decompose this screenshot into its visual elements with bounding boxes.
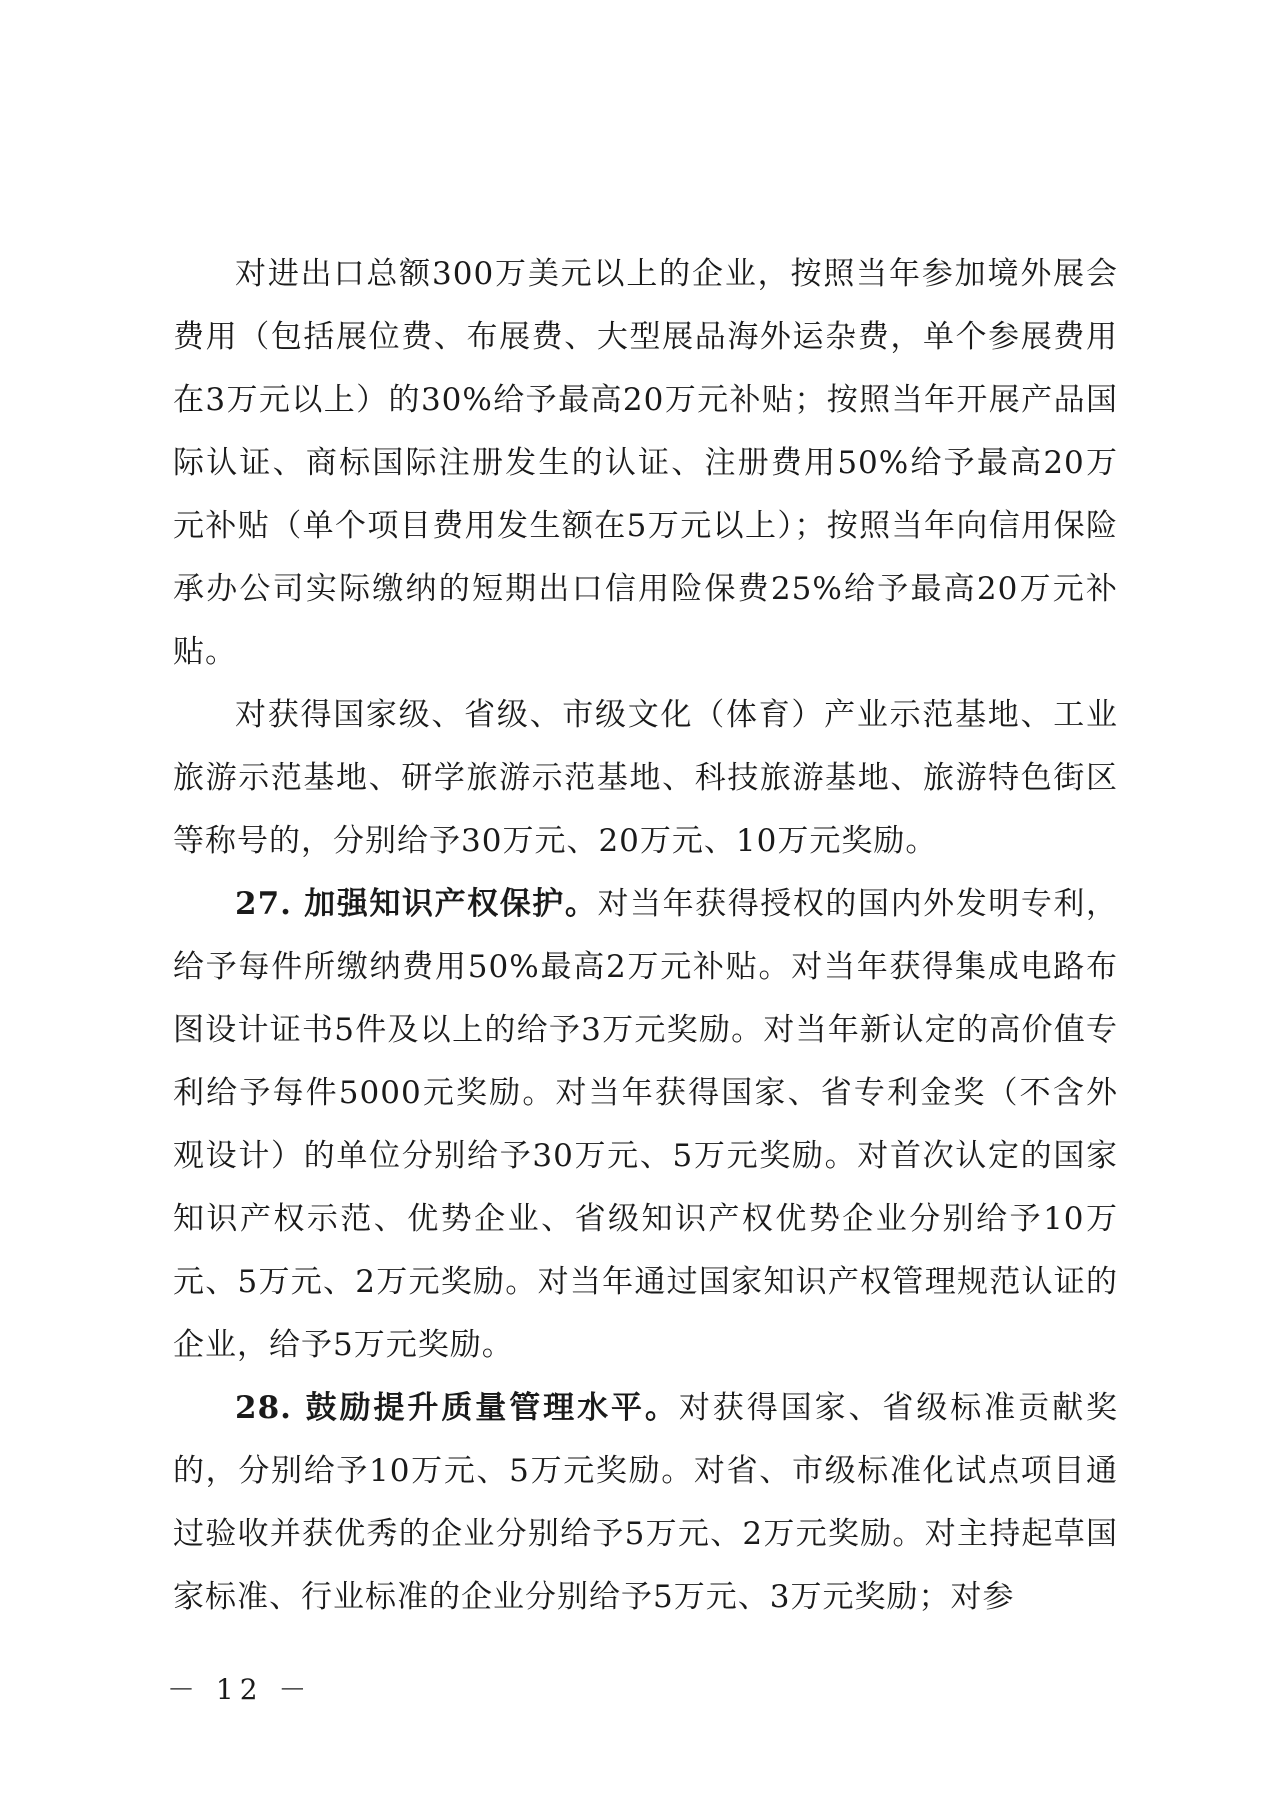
paragraph-text: 对获得国家级、省级、市级文化（体育）产业示范基地、工业旅游示范基地、研学旅游示范基地、科技旅游基地、旅游特色街区等称号的，分别给予30万元、20万元、10万元奖励。: [173, 697, 1118, 859]
paragraph-text: 对进出口总额300万美元以上的企业，按照当年参加境外展会费用（包括展位费、布展费、大型展品海外运杂费，单个参展费用在3万元以上）的30%给予最高20万元补贴；按照当年开展产品国际认证、商标国际注册发生的认证、注册费用50%给予最高20万元补贴（单个项目费用发生额在5万元以上）；按照当年向信用保险承办公司实际缴纳的短期出口信用险保费25%给予最高20万元补贴。: [173, 256, 1118, 670]
document-body: [173, 243, 1118, 1629]
paragraph-quality-management: [173, 1377, 1118, 1629]
paragraph-ip-protection: [173, 873, 1118, 1377]
paragraph-culture-tourism-award: [173, 684, 1118, 873]
paragraph-heading: 27. 加强知识产权保护。: [235, 886, 598, 922]
page-number: － 12 －: [167, 1673, 313, 1706]
paragraph-text: 对获得国家、省级标准贡献奖的，分别给予10万元、5万元奖励。对省、市级标准化试点项目通过验收并获优秀的企业分别给予5万元、2万元奖励。对主持起草国家标准、行业标准的企业分别给予5万元、3万元奖励；对参: [173, 1390, 1118, 1615]
paragraph-text: 对当年获得授权的国内外发明专利，给予每件所缴纳费用50%最高2万元补贴。对当年获得集成电路布图设计证书5件及以上的给予3万元奖励。对当年新认定的高价值专利给予每件5000元奖励。对当年获得国家、省专利金奖（不含外观设计）的单位分别给予30万元、5万元奖励。对首次认定的国家知识产权示范、优势企业、省级知识产权优势企业分别给予10万元、5万元、2万元奖励。对当年通过国家知识产权管理规范认证的企业，给予5万元奖励。: [173, 886, 1118, 1363]
paragraph-export-subsidy: [173, 243, 1118, 684]
paragraph-heading: 28. 鼓励提升质量管理水平。: [235, 1390, 679, 1426]
